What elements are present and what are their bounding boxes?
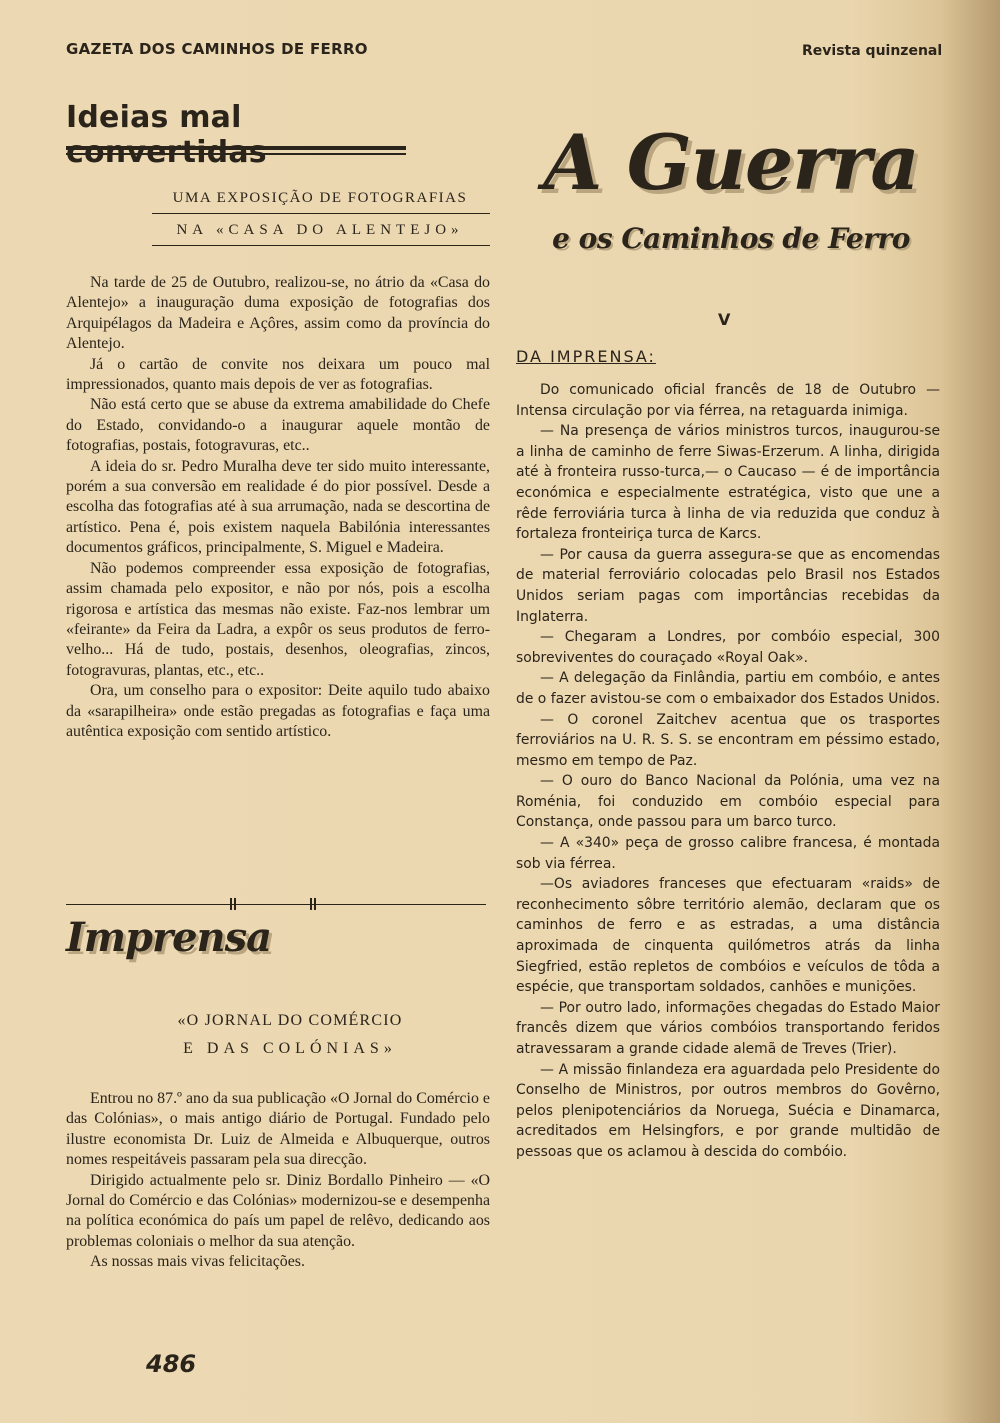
paragraph: — Por causa da guerra assegura-se que as encomendas de material ferroviário colocadas pelo Brasil nos Estados Unidos seriam pagas com importâncias recebidas da Inglaterra.	[516, 546, 940, 625]
paragraph: — O coronel Zaitchev acentua que os trasportes ferroviários na U. R. S. S. se encontram em péssimo estado, mesmo em tempo de Paz.	[516, 711, 940, 769]
article1-title: Ideias mal convertidas	[66, 100, 267, 170]
paragraph: — A delegação da Finlândia, partiu em combóio, e antes de o fazer avistou-se com o embaixador dos Estados Unidos.	[516, 670, 940, 707]
paragraph: Não está certo que se abuse da extrema amabilidade do Chefe do Estado, convidando-o a inaugurar aquele montão de fotografias, postais, fotogravuras, etc..	[66, 396, 490, 455]
paragraph: — A missão finlandeza era aguardada pelo Presidente do Conselho de Ministros, por outros membros do Govêrno, pelos plenipotenciários da Noruega, Suécia e Dinamarca, acreditados em Helsingfors, e por grande multidão de pessoas que os aclamou à descida do combóio.	[516, 1061, 940, 1160]
paragraph: Entrou no 87.º ano da sua publicação «O Jornal do Comércio e das Colónias», o mais antigo diário de Portugal. Fundado pelo ilustre economista Dr. Luiz de Almeida e Albuquerque, outros nomes respeitáveis passaram pela sua direcção.	[66, 1090, 490, 1169]
article3-section-heading: DA IMPRENSA:	[516, 347, 656, 366]
subtitle-rule	[152, 245, 490, 246]
paragraph: — Chegaram a Londres, por combóio especial, 300 sobreviventes do couraçado «Royal Oak».	[516, 629, 940, 666]
article3-title: A Guerra	[543, 118, 919, 207]
subtitle-rule	[152, 213, 490, 214]
page-number: 486	[146, 1350, 197, 1378]
title-rule	[66, 146, 406, 155]
article2-subtitle-line1: «O JORNAL DO COMÉRCIO	[177, 1012, 403, 1029]
paragraph: Ora, um conselho para o expositor: Deite aquilo tudo abaixo da «sarapilheira» onde estão pregadas as fotografias e faça uma autêntica exposição com sentido artístico.	[66, 682, 490, 740]
paragraph: Do comunicado oficial francês de 18 de Outubro — Intensa circulação por via férrea, na retaguarda inimiga.	[516, 382, 940, 419]
paragraph: Dirigido actualmente pelo sr. Diniz Bordallo Pinheiro — «O Jornal do Comércio e das Colónias» modernizou-se e desempenha na política económica do país um papel de relêvo, dedicando aos problemas coloniais o melhor da sua atenção.	[66, 1171, 490, 1250]
paragraph: — Por outro lado, informações chegadas do Estado Maior francês dizem que vários combóios transportando feridos atravessaram a grande cidade alemã de Treves (Trier).	[516, 999, 940, 1057]
publication-frequency: Revista quinzenal	[802, 43, 943, 59]
section-separator	[66, 904, 486, 905]
article2-subtitle-line2: E DAS COLÓNIAS»	[183, 1040, 397, 1057]
paragraph: Na tarde de 25 de Outubro, realizou-se, no átrio da «Casa do Alentejo» a inauguração duma exposição de fotografias dos Arquipélagos da Madeira e Açôres, assim como da província do Alentejo.	[66, 274, 490, 353]
article2-body	[66, 1089, 490, 1273]
paragraph: As nossas mais vivas felicitações.	[90, 1253, 305, 1271]
article1-subtitle-line2: NA «CASA DO ALENTEJO»	[176, 222, 464, 238]
article3-body	[516, 380, 940, 1163]
separator-ornament	[310, 898, 316, 910]
paragraph: — O ouro do Banco Nacional da Polónia, uma vez na Roménia, foi conduzido em combóio especial para Constança, onde passou para um barco turco.	[516, 773, 940, 831]
paragraph: — Na presença de vários ministros turcos, inaugurou-se a linha de caminho de ferre Siwas-Erzerum. A linha, dirigida até à fronteira russo-turca,— o Caucaso — é de importância económica e especialmente estratégica, visto que une a rêde ferroviária turca à linha de via reduzida que conduz à fortaleza fronteiriça turca de Karcs.	[516, 423, 940, 543]
article1-body	[66, 273, 490, 742]
publication-name: GAZETA DOS CAMINHOS DE FERRO	[66, 40, 368, 58]
article2-title: Imprensa	[66, 914, 272, 961]
paragraph: A ideia do sr. Pedro Muralha deve ter sido muito interessante, porém a sua conversão em realidade é do pior possível. Desde a escolha das fotografias até à sua arrumação, nada se descortina de artístico. Pena é, pois existem naquela Babilónia interessantes documentos gráficos, principalmente, S. Miguel e Madeira.	[66, 457, 490, 557]
paragraph: —Os aviadores franceses que efectuaram «raids» de reconhecimento sôbre território alemão, declaram que os caminhos de ferro e as estradas, a uma distância aproximada de cinquenta quilómetros atrás da linha Siegfried, estão repletos de combóios e veículos de tôda a espécie, que transportam soldados, canhões e munições.	[516, 876, 940, 996]
separator-ornament	[230, 898, 236, 910]
paragraph: Não podemos compreender essa exposição de fotografias, assim chamada pelo expositor, e não por nós, pois a escolha rigorosa e artística das mesmas não existe. Faz-nos lembrar um «feirante» da Feira da Ladra, a expôr os seus produtos de ferro-velho... Há de tudo, postais, desenhos, oleografias, zincos, fotogravuras, plantas, etc., etc..	[66, 559, 490, 679]
article3-part: V	[718, 310, 731, 329]
paragraph: Já o cartão de convite nos deixara um pouco mal impressionados, quanto mais depois de ver as fotografias.	[66, 355, 490, 394]
paragraph: — A «340» peça de grosso calibre francesa, é montada sob via férrea.	[516, 835, 940, 872]
article1-subtitle-line1: UMA EXPOSIÇÃO DE FOTOGRAFIAS	[172, 190, 468, 206]
article3-subtitle: e os Caminhos de Ferro	[552, 222, 910, 255]
